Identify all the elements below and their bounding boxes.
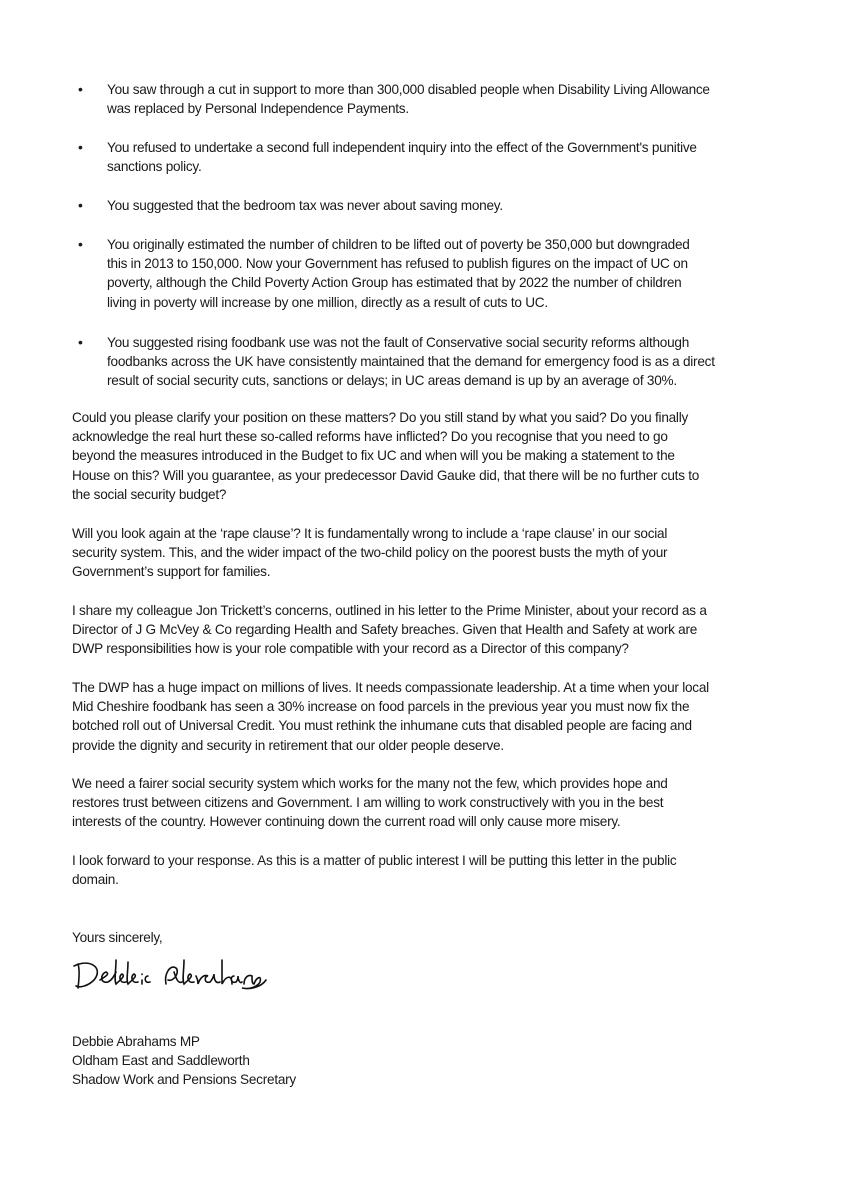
bullet-text xyxy=(107,196,503,215)
signoff-title: Shadow Work and Pensions Secretary xyxy=(72,1072,296,1088)
text-line: result of social security cuts, sanctions or delays; in UC areas demand is up by an average of 30%. xyxy=(107,373,677,389)
paragraph xyxy=(72,524,802,582)
bullet-text xyxy=(107,333,715,391)
text-line: You originally estimated the number of children to be lifted out of poverty be 350,000 but downgraded xyxy=(107,237,690,252)
paragraph xyxy=(72,851,802,889)
text-line: DWP responsibilities how is your role compatible with your record as a Director of this company? xyxy=(72,641,629,657)
bullet-icon: • xyxy=(78,139,83,155)
text-line: living in poverty will increase by one million, directly as a result of cuts to UC. xyxy=(107,294,548,310)
text-line: provide the dignity and security in retirement that our older people deserve. xyxy=(72,737,504,753)
text-line: interests of the country. However continuing down the current road will only cause more misery. xyxy=(72,814,621,830)
text-line: We need a fairer social security system which works for the many not the few, which provides hope and xyxy=(72,776,668,791)
bullet-icon: • xyxy=(78,236,83,252)
text-line: beyond the measures introduced in the Budget to fix UC and when will you be making a statement to the xyxy=(72,448,675,464)
text-line: acknowledge the real hurt these so-called reforms have inflicted? Do you recognise that you need to go xyxy=(72,429,668,445)
closing-text: Yours sincerely, xyxy=(72,930,163,945)
text-line: Director of J G McVey & Co regarding Health and Safety breaches. Given that Health and Safety at work are xyxy=(72,622,698,638)
text-line: I look forward to your response. As this is a matter of public interest I will be putting this letter in the public xyxy=(72,853,677,868)
text-line: Government’s support for families. xyxy=(72,564,271,580)
paragraph xyxy=(72,408,802,504)
text-line: You refused to undertake a second full independent inquiry into the effect of the Government's punitive xyxy=(107,140,697,155)
handwritten-signature xyxy=(70,950,270,1003)
text-line: I share my colleague Jon Trickett’s concerns, outlined in his letter to the Prime Minister, about your record as a xyxy=(72,603,707,618)
signoff-block xyxy=(72,1032,802,1090)
text-line: the social security budget? xyxy=(72,486,227,502)
text-line: security system. This, and the wider impact of the two-child policy on the poorest busts the myth of your xyxy=(72,545,668,561)
text-line: this in 2013 to 150,000. Now your Government has refused to publish figures on the impact of UC on xyxy=(107,256,688,272)
text-line: foodbanks across the UK have consistently maintained that the demand for emergency food is as a direct xyxy=(107,354,715,370)
bullet-icon: • xyxy=(78,81,83,97)
text-line: sanctions policy. xyxy=(107,159,202,175)
text-line: Could you please clarify your position on these matters? Do you still stand by what you said? Do you finally xyxy=(72,410,689,425)
text-line: poverty, although the Child Poverty Action Group has estimated that by 2022 the number of children xyxy=(107,275,682,291)
signoff-name: Debbie Abrahams MP xyxy=(72,1034,200,1049)
signoff-constituency: Oldham East and Saddleworth xyxy=(72,1053,250,1069)
bullet-text xyxy=(107,80,710,118)
text-line: You suggested that the bedroom tax was never about saving money. xyxy=(107,198,503,213)
text-line: Mid Cheshire foodbank has seen a 30% increase on food parcels in the previous year you must now fix the xyxy=(72,699,690,715)
text-line: House on this? Will you guarantee, as your predecessor David Gauke did, that there will be no further cuts to xyxy=(72,467,700,483)
paragraph xyxy=(72,678,802,755)
text-line: botched roll out of Universal Credit. You must rethink the inhumane cuts that disabled people are facing and xyxy=(72,718,692,734)
text-line: was replaced by Personal Independence Payments. xyxy=(107,101,409,117)
text-line: The DWP has a huge impact on millions of lives. It needs compassionate leadership. At a time when your local xyxy=(72,680,709,695)
text-line: You saw through a cut in support to more than 300,000 disabled people when Disability Living Allowance xyxy=(107,82,710,97)
text-line: restores trust between citizens and Government. I am willing to work constructively with you in the best xyxy=(72,795,664,811)
bullet-text xyxy=(107,138,697,176)
text-line: You suggested rising foodbank use was not the fault of Conservative social security reforms although xyxy=(107,335,690,350)
text-line: domain. xyxy=(72,872,119,888)
paragraph xyxy=(72,601,802,659)
paragraph xyxy=(72,774,802,832)
text-line: Will you look again at the ‘rape clause’? It is fundamentally wrong to include a ‘rape clause’ in our social xyxy=(72,526,668,541)
closing xyxy=(72,928,802,947)
bullet-text xyxy=(107,235,690,312)
bullet-icon: • xyxy=(78,197,83,213)
bullet-icon: • xyxy=(78,334,83,350)
